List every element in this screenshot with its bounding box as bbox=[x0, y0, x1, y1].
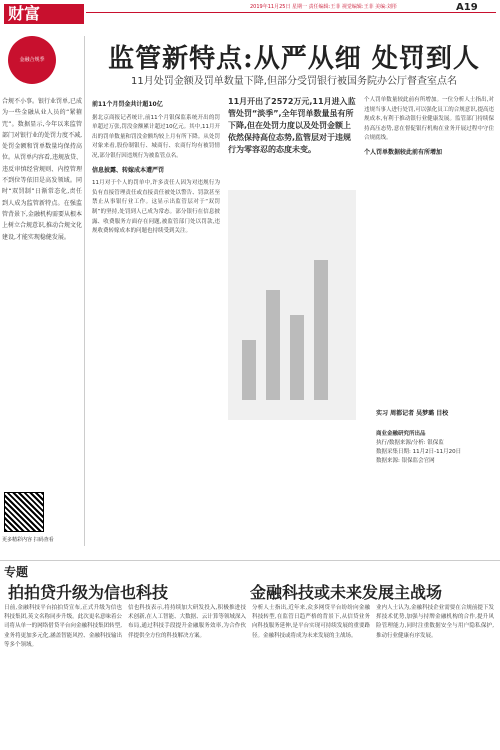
special-headline-right: 金融科技或未来发展主战场 bbox=[250, 583, 443, 602]
info-line: 数据采集日期: 11月2日-11月20日 bbox=[376, 449, 462, 455]
article-column-3 bbox=[364, 96, 494, 406]
bottom-column-3: 分析人士指出,近年来,众多网贷平台纷纷向金融科技转型,在监管日趋严格的背景下,从信贷业务向科技服务延伸,是平台实现可持续发展的重要路径。金融科技或将成为未来发展的主战场。 bbox=[252, 605, 370, 639]
dateline: 2019年11月25日 星期一 责任编辑:王菲 视觉编辑:王菲 美编:刘彤 bbox=[250, 4, 397, 10]
figure-bar bbox=[290, 315, 304, 400]
figure-bar bbox=[242, 340, 256, 400]
figure-bar bbox=[266, 290, 280, 400]
masthead bbox=[0, 0, 500, 28]
special-label: 专题 bbox=[4, 565, 29, 579]
figure-graphic bbox=[228, 190, 356, 420]
info-line: 数据来源: 银保监会官网 bbox=[376, 458, 435, 464]
main-headline: 监管新特点:从严从细 处罚到人 bbox=[108, 44, 480, 74]
section-title: 个人罚单数据较此前有所增加 bbox=[364, 148, 443, 156]
figure-bar bbox=[314, 260, 328, 400]
paragraph: 个人罚单数量较此前有所增加。一位分析人士指出,对违规当事人进行处罚,可以强化员工的合规意识,提高违规成本,有利于推动银行业健康发展。监管部门持续保持高压态势,意在督促银行机构在业务开展过程中守住合规底线。 bbox=[364, 97, 494, 142]
special-headline-left: 拍拍贷升级为信也科技 bbox=[8, 583, 169, 602]
section-title: 前11个月罚金共计超10亿 bbox=[92, 101, 163, 108]
page-number: A19 bbox=[456, 2, 478, 13]
info-title: 商业金融研究所出品 bbox=[376, 431, 426, 437]
qr-code[interactable] bbox=[4, 492, 44, 532]
info-box bbox=[376, 430, 494, 466]
section-seal: 金融合规季 bbox=[8, 36, 56, 84]
column-divider bbox=[84, 36, 85, 546]
article-column-1 bbox=[92, 96, 220, 426]
byline: 实习 周都记者 吴梦璐 目校 bbox=[376, 410, 449, 417]
main-subhead: 11月处罚金额及罚单数量下降,但部分受罚银行被国务院办公厅督查室点名 bbox=[131, 76, 457, 87]
brand-logo: 财富 bbox=[4, 4, 84, 24]
bottom-column-4: 业内人士认为,金融科技企业需要在合规前提下发挥技术优势,加强与持牌金融机构的合作,提升风险管理能力,同时注重数据安全与用户隐私保护,推动行业健康有序发展。 bbox=[376, 605, 494, 639]
qr-caption: 更多精彩内容 扫码查看 bbox=[2, 537, 54, 543]
section-title: 信息披露、转嫁成本遭严罚 bbox=[92, 166, 165, 174]
header-rule bbox=[86, 12, 496, 13]
left-column-text: 合规不小事。银行业罚单,已成为一些金融从业人员的“紧箍咒”。数据显示,今年以来监管部门对银行业的处罚力度不减,处罚金额和罚单数量均保持高位。从罚单内容看,违规放贷、违反审慎经营规则、内控管理不到位等依旧是高发领域。同时“双罚制”日渐常态化,责任到人成为监管新特点。在强监管背景下,金融机构需要从根本上树立合规意识,推动合规文化建设,才能实现稳健发展。 bbox=[2, 98, 82, 241]
paragraph: 11月对于个人的罚单中,许多责任人因为对违规行为负有直接管理责任或直接责任被处以警告、罚款甚至禁止从事银行业工作。这显示出监管层对于“双罚制”的坚持,处罚到人已成为常态。部分银行在信息披露、收费服务方面存在问题,被监管部门处以罚款,违规收费转嫁成本的问题也持续受到关注。 bbox=[92, 180, 220, 235]
bottom-column-1: 日前,金融科技平台拍拍贷宣布,正式升级为信也科技集团,英文名称同步升级。此次更名意味着公司将从单一的网络借贷平台向金融科技集团转型,业务将更加多元化,涵盖智能风控、金融科技输出等多个领域。 bbox=[4, 605, 122, 648]
info-line: 执行/数据来源/分析: 银保监 bbox=[376, 440, 444, 446]
special-section-rule bbox=[0, 560, 500, 577]
bottom-column-2: 信也科技表示,将持续加大研发投入,积极推进技术创新,在人工智能、大数据、云计算等领域深入布局,通过科技手段提升金融服务效率,为合作伙伴提供全方位的科技解决方案。 bbox=[128, 605, 246, 639]
pull-quote: 11月开出了2572万元,11月进入监管处罚“淡季”,全年罚单数量虽有所下降,但在处罚力度以及处罚金额上依然保持高位态势,监管层对于违规行为零容忍的态度未变。 bbox=[228, 97, 356, 154]
paragraph: 据北京商报记者统计,前11个月银保监系统开出的罚单超过万张,罚没金额累计超过10亿元。其中,11月开出的罚单数量和罚没金额均较上月有所下降。从处罚对象来看,股份制银行、城商行、农商行均有被罚情况,部分银行因违规行为被监管点名。 bbox=[92, 114, 220, 159]
